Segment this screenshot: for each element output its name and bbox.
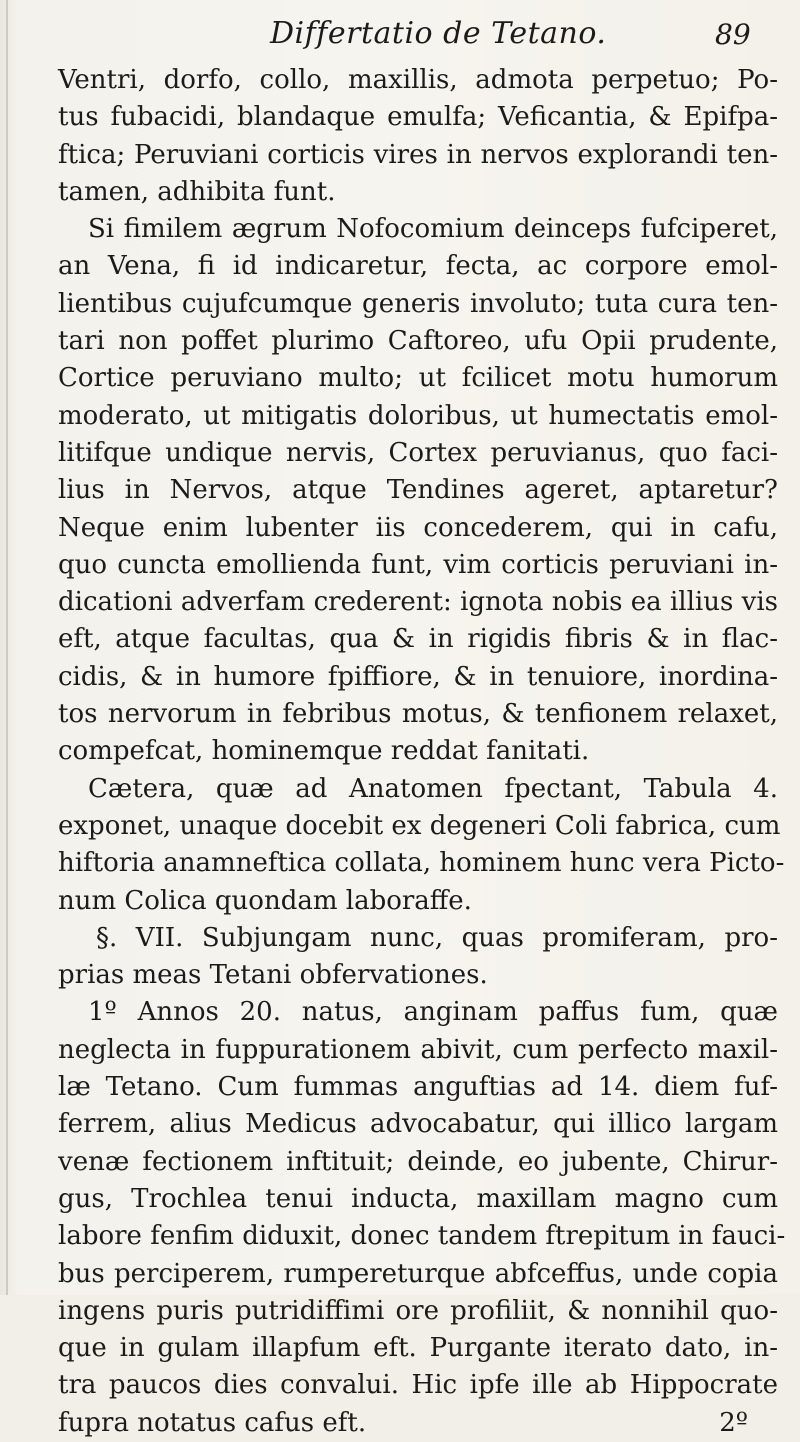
text-line: compefcat, hominemque reddat fanitati. (58, 736, 590, 767)
text-line: neglecta in fuppurationem abivit, cum perfecto maxil- (58, 1034, 778, 1065)
text-line: labore fenfim diduxit, donec tandem ftrepitum in fauci- (58, 1221, 786, 1252)
body-text (58, 62, 786, 1442)
catchword: 2º (719, 1407, 748, 1438)
text-line: bus perciperem, rumpereturque abfceffus, unde copia (58, 1258, 778, 1289)
section-heading-line: §. VII. Subjungam nunc, quas promiferam, pro- (96, 922, 778, 953)
text-line: Ventri, dorfo, collo, maxillis, admota perpetuo; Po- (58, 65, 778, 95)
running-title: Differtatio de Tetano. (270, 16, 607, 51)
text-line: hiftoria anamneftica collata, hominem hunc vera Picto- (58, 848, 785, 879)
last-text-fragment: fupra notatus cafus eft. (58, 1407, 367, 1438)
text-line: dicationi adverfam crederent: ignota nobis ea illius vis (58, 587, 778, 618)
text-line: Cætera, quæ ad Anatomen fpectant, Tabula 4. (88, 773, 778, 804)
text-line: lius in Nervos, atque Tendines ageret, aptaretur? (58, 475, 778, 506)
text-line: exponet, unaque docebit ex degeneri Coli fabrica, cum (58, 810, 781, 841)
text-line: tra paucos dies convalui. Hic ipfe ille ab Hippocrate (58, 1370, 778, 1401)
text-line: litifque undique nervis, Cortex peruvianus, quo faci- (58, 437, 778, 468)
text-line: ingens puris putridiffimi ore profiliit, & nonnihil quo- (58, 1295, 778, 1326)
text-line: tos nervorum in febribus motus, & tenfionem relaxet, (58, 699, 778, 730)
catchword-line (58, 1405, 778, 1442)
text-line: an Vena, fi id indicaretur, fecta, ac corpore emol- (58, 251, 778, 282)
text-line: tus fubacidi, blandaque emulfa; Veficantia, & Epifpa- (58, 102, 778, 133)
text-line: tamen, adhibita funt. (58, 176, 336, 207)
text-line: Cortice peruviano multo; ut fcilicet motu humorum (58, 363, 778, 394)
text-line: venæ fectionem inftituit; deinde, eo jubente, Chirur- (58, 1146, 778, 1177)
text-line: cidis, & in humore fpiffiore, & in tenuiore, inordina- (58, 661, 778, 692)
text-line: Neque enim lubenter iis concederem, qui in cafu, (58, 512, 778, 543)
text-line: ftica; Peruviani corticis vires in nervos explorandi ten- (58, 139, 778, 170)
binding-gutter (6, 0, 8, 1295)
page-number: 89 (715, 18, 751, 51)
text-line: gus, Trochlea tenui inducta, maxillam magno cum (58, 1183, 778, 1214)
text-line: tari non poffet plurimo Caftoreo, ufu Opii prudente, (58, 326, 778, 357)
text-line: lientibus cujufcumque generis involuto; tuta cura ten- (58, 288, 778, 319)
text-line: eft, atque facultas, qua & in rigidis fibris & in flac- (58, 624, 778, 655)
text-line: quo cuncta emollienda funt, vim corticis peruviani in- (58, 549, 778, 580)
text-line: moderato, ut mitigatis doloribus, ut humectatis emol- (58, 400, 778, 431)
text-line: 1º Annos 20. natus, anginam paffus fum, quæ (88, 997, 778, 1028)
text-line: que in gulam illapfum eft. Purgante iterato dato, in- (58, 1333, 778, 1364)
page-header (0, 16, 800, 56)
text-line: Si fimilem ægrum Nofocomium deinceps fufciperet, (88, 214, 778, 245)
text-line: ferrem, alius Medicus advocabatur, qui illico largam (58, 1109, 778, 1140)
text-line: num Colica quondam laboraffe. (58, 885, 472, 916)
text-line: læ Tetano. Cum fummas anguftias ad 14. diem fuf- (58, 1072, 778, 1103)
text-line: prias meas Tetani obfervationes. (58, 960, 488, 991)
